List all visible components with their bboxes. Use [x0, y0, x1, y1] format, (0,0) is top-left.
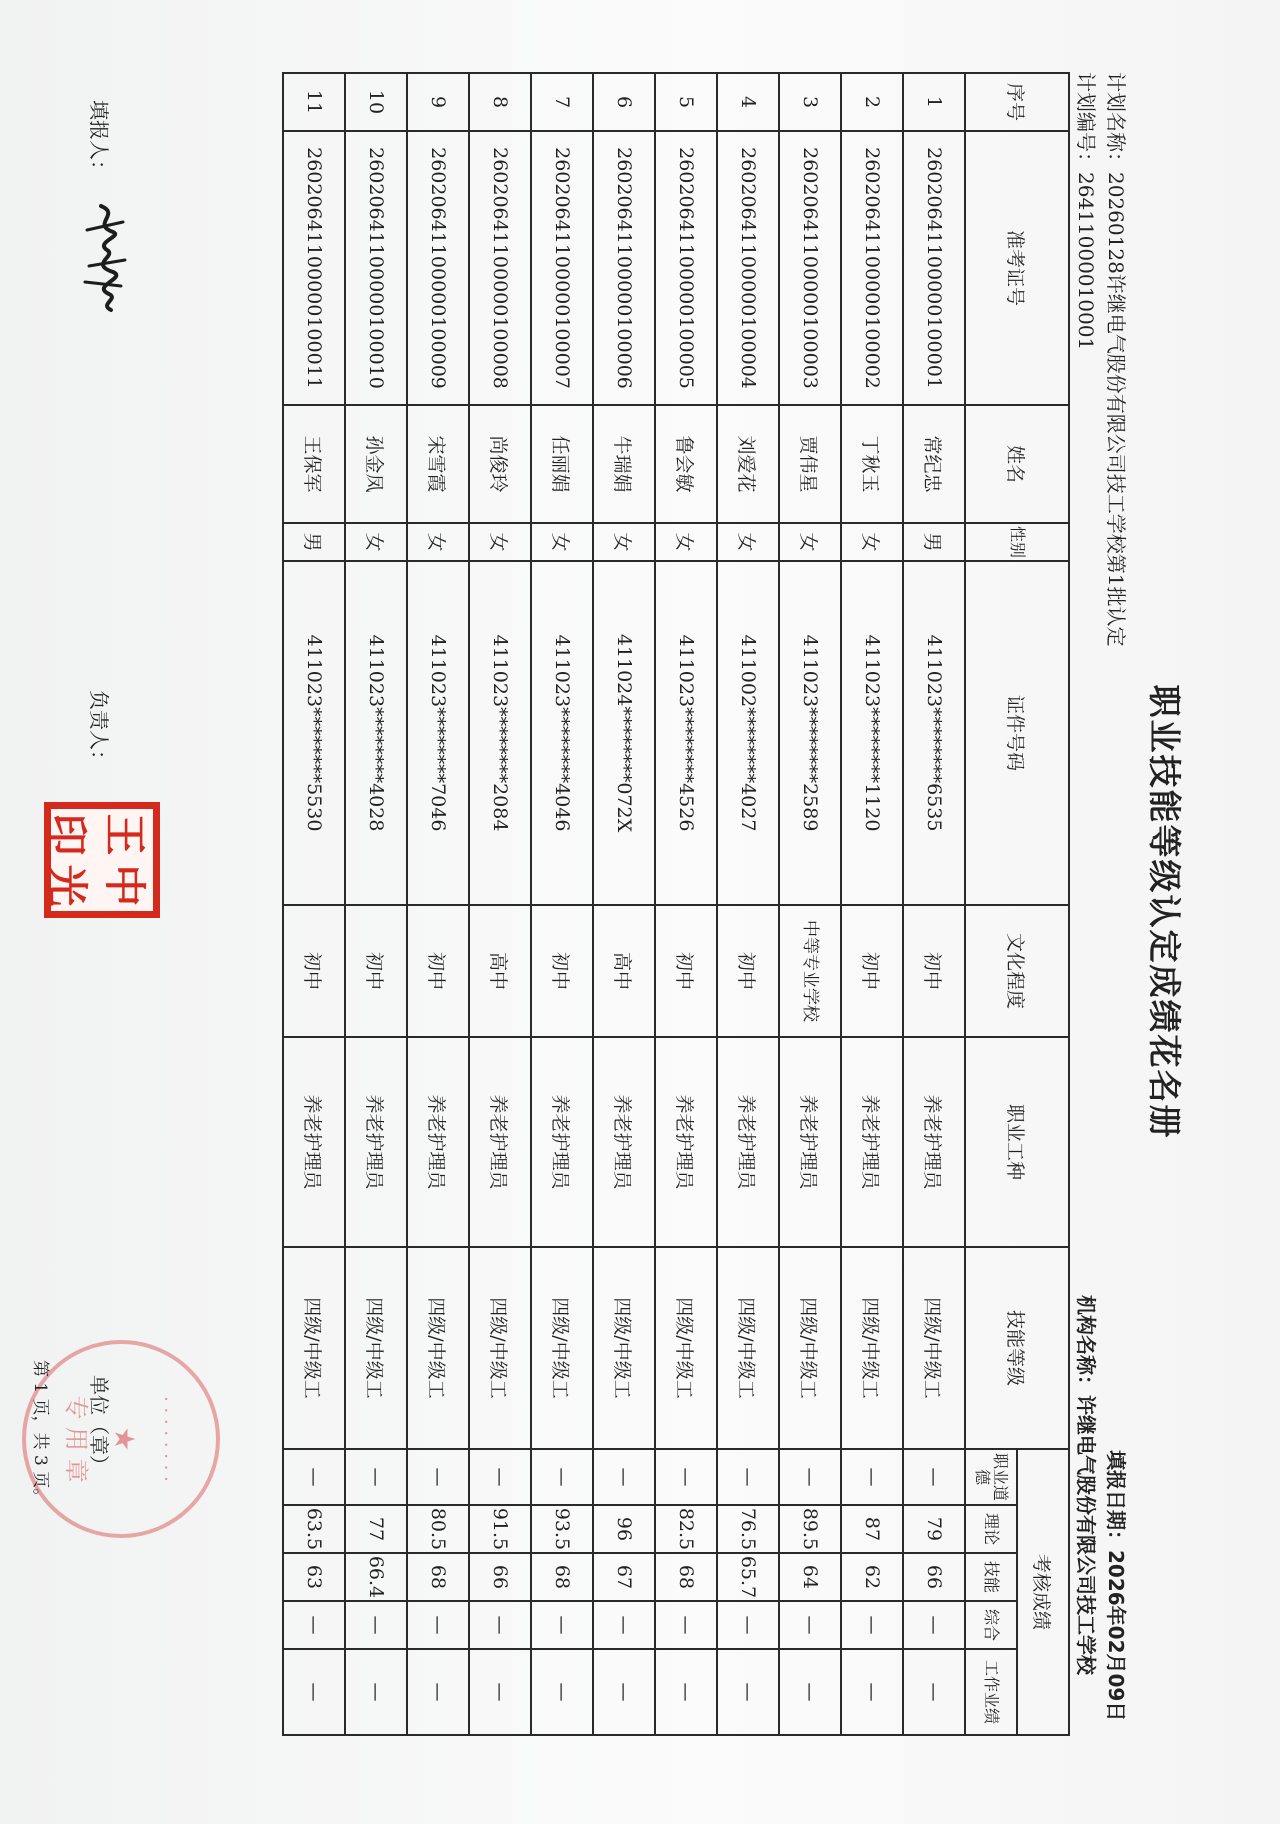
cell-ethics: —: [283, 1449, 345, 1505]
cell-performance: —: [717, 1649, 779, 1735]
cell-occupation: 养老护理员: [903, 1037, 965, 1247]
cell-occupation: 养老护理员: [717, 1037, 779, 1247]
cell-gender: 男: [903, 523, 965, 561]
cell-theory: 77: [345, 1505, 407, 1553]
cell-education: 初中: [283, 905, 345, 1037]
cell-performance: —: [841, 1649, 903, 1735]
cell-skill: 68: [655, 1553, 717, 1601]
cell-skill: 68: [531, 1553, 593, 1601]
cell-name: 常纪忠: [903, 405, 965, 523]
unit-seal: · · · · · · · · ★ 专 用 章: [22, 1340, 220, 1538]
org-name-label: 机构名称：: [1074, 1295, 1098, 1395]
cell-name: 贾伟星: [779, 405, 841, 523]
cell-seq: 9: [407, 73, 469, 131]
cell-exam-no: 26020641100000100005: [655, 131, 717, 405]
cell-comprehensive: —: [841, 1601, 903, 1649]
cell-seq: 8: [469, 73, 531, 131]
cell-occupation: 养老护理员: [469, 1037, 531, 1247]
cell-gender: 女: [841, 523, 903, 561]
cell-exam-no: 26020641100000100006: [593, 131, 655, 405]
cell-education: 高中: [469, 905, 531, 1037]
header-level: 技能等级: [965, 1247, 1069, 1449]
cell-skill: 67: [593, 1553, 655, 1601]
cell-name: 王保军: [283, 405, 345, 523]
org-name: [1073, 1295, 1102, 1675]
cell-skill: 66: [903, 1553, 965, 1601]
cell-theory: 91.5: [469, 1505, 531, 1553]
cell-gender: 女: [655, 523, 717, 561]
cell-exam-no: 26020641100000100010: [345, 131, 407, 405]
cell-seq: 4: [717, 73, 779, 131]
cell-education: 高中: [593, 905, 655, 1037]
cell-exam-no: 26020641100000100003: [779, 131, 841, 405]
header-gender: 性别: [965, 523, 1069, 561]
cell-gender: 女: [717, 523, 779, 561]
cell-performance: —: [779, 1649, 841, 1735]
fill-date: [1103, 1450, 1132, 1721]
header-scores-group: 考核成绩: [1017, 1449, 1069, 1735]
cell-ethics: —: [345, 1449, 407, 1505]
header-id-no: 证件号码: [965, 561, 1069, 905]
cell-ethics: —: [531, 1449, 593, 1505]
cell-seq: 7: [531, 73, 593, 131]
cell-skill: 68: [407, 1553, 469, 1601]
cell-gender: 女: [593, 523, 655, 561]
table-row: [655, 73, 717, 1735]
document-title: 职业技能等级认定成绩花名册: [1145, 684, 1184, 1140]
cell-seq: 1: [903, 73, 965, 131]
table-row: [531, 73, 593, 1735]
cell-level: 四级/中级工: [345, 1247, 407, 1449]
cell-comprehensive: —: [903, 1601, 965, 1649]
fill-date-value: 2026年02月09日: [1104, 1550, 1128, 1722]
cell-level: 四级/中级工: [469, 1247, 531, 1449]
filler-label: 填报人：: [87, 100, 111, 180]
cell-id-no: 411024********072X: [593, 561, 655, 905]
cell-level: 四级/中级工: [841, 1247, 903, 1449]
table-row: [469, 73, 531, 1735]
cell-name: 尚俊玲: [469, 405, 531, 523]
cell-gender: 女: [779, 523, 841, 561]
cell-ethics: —: [469, 1449, 531, 1505]
cell-comprehensive: —: [345, 1601, 407, 1649]
cell-performance: —: [407, 1649, 469, 1735]
cell-id-no: 411023********7046: [407, 561, 469, 905]
cell-id-no: 411023********4046: [531, 561, 593, 905]
cell-skill: 65.7: [717, 1553, 779, 1601]
cell-theory: 63.5: [283, 1505, 345, 1553]
cell-education: 初中: [655, 905, 717, 1037]
cell-theory: 76.5: [717, 1505, 779, 1553]
cell-comprehensive: —: [283, 1601, 345, 1649]
cell-name: 刘爱花: [717, 405, 779, 523]
cell-id-no: 411023********2084: [469, 561, 531, 905]
cell-id-no: 411023********6535: [903, 561, 965, 905]
cell-gender: 女: [345, 523, 407, 561]
cell-comprehensive: —: [655, 1601, 717, 1649]
table-row: [841, 73, 903, 1735]
table-row: [717, 73, 779, 1735]
cell-seq: 6: [593, 73, 655, 131]
cell-exam-no: 26020641100000100011: [283, 131, 345, 405]
cell-education: 初中: [407, 905, 469, 1037]
table-row: [593, 73, 655, 1735]
cell-exam-no: 26020641100000100002: [841, 131, 903, 405]
cell-gender: 女: [531, 523, 593, 561]
cell-theory: 89.5: [779, 1505, 841, 1553]
table-row: [779, 73, 841, 1735]
header-ethics: 职业道德: [965, 1449, 1017, 1505]
cell-id-no: 411002********4027: [717, 561, 779, 905]
page-info: 第 1 页，共 3 页。: [30, 1360, 50, 1506]
table-row: [283, 73, 345, 1735]
cell-performance: —: [469, 1649, 531, 1735]
cell-comprehensive: —: [717, 1601, 779, 1649]
cell-occupation: 养老护理员: [283, 1037, 345, 1247]
cell-theory: 96: [593, 1505, 655, 1553]
cell-level: 四级/中级工: [593, 1247, 655, 1449]
cell-level: 四级/中级工: [779, 1247, 841, 1449]
cell-performance: —: [655, 1649, 717, 1735]
cell-seq: 10: [345, 73, 407, 131]
plan-number-label: 计划编号：: [1074, 72, 1098, 172]
cell-gender: 女: [407, 523, 469, 561]
cell-occupation: 养老护理员: [841, 1037, 903, 1247]
cell-comprehensive: —: [779, 1601, 841, 1649]
cell-education: 初中: [903, 905, 965, 1037]
header-education: 文化程度: [965, 905, 1069, 1037]
cell-ethics: —: [903, 1449, 965, 1505]
cell-performance: —: [531, 1649, 593, 1735]
cell-performance: —: [283, 1649, 345, 1735]
fill-date-label: 填报日期：: [1104, 1450, 1128, 1550]
cell-occupation: 养老护理员: [655, 1037, 717, 1247]
cell-occupation: 养老护理员: [407, 1037, 469, 1247]
cell-exam-no: 26020641100000100001: [903, 131, 965, 405]
cell-skill: 62: [841, 1553, 903, 1601]
cell-ethics: —: [593, 1449, 655, 1505]
cell-seq: 11: [283, 73, 345, 131]
cell-id-no: 411023********4028: [345, 561, 407, 905]
cell-performance: —: [345, 1649, 407, 1735]
header-occupation: 职业工种: [965, 1037, 1069, 1247]
responsible-label: 负责人：: [87, 690, 111, 770]
cell-id-no: 411023********4526: [655, 561, 717, 905]
cell-level: 四级/中级工: [283, 1247, 345, 1449]
cell-name: 宋雪霞: [407, 405, 469, 523]
cell-name: 孙金凤: [345, 405, 407, 523]
cell-skill: 66: [469, 1553, 531, 1601]
cell-comprehensive: —: [469, 1601, 531, 1649]
cell-skill: 64: [779, 1553, 841, 1601]
header-seq: 序号: [965, 73, 1069, 131]
cell-level: 四级/中级工: [531, 1247, 593, 1449]
cell-seq: 5: [655, 73, 717, 131]
header-comprehensive: 综合: [965, 1601, 1017, 1649]
cell-name: 牛瑞娟: [593, 405, 655, 523]
cell-education: 初中: [531, 905, 593, 1037]
table-row: [903, 73, 965, 1735]
cell-theory: 79: [903, 1505, 965, 1553]
table-row: [407, 73, 469, 1735]
cell-performance: —: [593, 1649, 655, 1735]
cell-id-no: 411023********5530: [283, 561, 345, 905]
cell-gender: 女: [469, 523, 531, 561]
header-name: 姓名: [965, 405, 1069, 523]
cell-gender: 男: [283, 523, 345, 561]
header-performance: 工作业绩: [965, 1649, 1017, 1735]
cell-occupation: 养老护理员: [593, 1037, 655, 1247]
plan-name: [1103, 72, 1132, 647]
header-skill: 技能: [965, 1553, 1017, 1601]
cell-performance: —: [903, 1649, 965, 1735]
cell-level: 四级/中级工: [655, 1247, 717, 1449]
cell-theory: 82.5: [655, 1505, 717, 1553]
cell-education: 初中: [717, 905, 779, 1037]
cell-occupation: 养老护理员: [779, 1037, 841, 1247]
cell-theory: 87: [841, 1505, 903, 1553]
unit-label: 单位（章）: [87, 1375, 111, 1475]
plan-name-value: 20260128许继电气股份有限公司技工学校第1批认定: [1104, 172, 1128, 647]
score-roster-table: [282, 72, 1070, 1736]
responsible-seal: 王 中 印 光: [44, 802, 160, 918]
cell-name: 鲁会敏: [655, 405, 717, 523]
cell-level: 四级/中级工: [717, 1247, 779, 1449]
cell-ethics: —: [841, 1449, 903, 1505]
cell-exam-no: 26020641100000100009: [407, 131, 469, 405]
cell-seq: 3: [779, 73, 841, 131]
plan-number-value: 26411000010001: [1074, 172, 1098, 351]
cell-level: 四级/中级工: [903, 1247, 965, 1449]
cell-seq: 2: [841, 73, 903, 131]
cell-name: 任丽娟: [531, 405, 593, 523]
plan-name-label: 计划名称：: [1104, 72, 1128, 172]
cell-exam-no: 26020641100000100008: [469, 131, 531, 405]
cell-comprehensive: —: [531, 1601, 593, 1649]
table-row: [345, 73, 407, 1735]
cell-name: 丁秋玉: [841, 405, 903, 523]
header-exam-no: 准考证号: [965, 131, 1069, 405]
cell-ethics: —: [779, 1449, 841, 1505]
header-theory: 理论: [965, 1505, 1017, 1553]
cell-ethics: —: [407, 1449, 469, 1505]
cell-theory: 93.5: [531, 1505, 593, 1553]
cell-occupation: 养老护理员: [345, 1037, 407, 1247]
cell-education: 初中: [345, 905, 407, 1037]
cell-exam-no: 26020641100000100004: [717, 131, 779, 405]
cell-comprehensive: —: [593, 1601, 655, 1649]
cell-id-no: 411023********2589: [779, 561, 841, 905]
cell-occupation: 养老护理员: [531, 1037, 593, 1247]
table-header-row: [1017, 73, 1069, 1735]
cell-level: 四级/中级工: [407, 1247, 469, 1449]
cell-skill: 66.4: [345, 1553, 407, 1601]
cell-id-no: 411023********1120: [841, 561, 903, 905]
cell-education: 中等专业学校: [779, 905, 841, 1037]
cell-education: 初中: [841, 905, 903, 1037]
cell-exam-no: 26020641100000100007: [531, 131, 593, 405]
org-name-value: 许继电气股份有限公司技工学校: [1074, 1395, 1098, 1675]
cell-skill: 63: [283, 1553, 345, 1601]
cell-ethics: —: [655, 1449, 717, 1505]
plan-number: [1073, 72, 1102, 350]
cell-comprehensive: —: [407, 1601, 469, 1649]
filler-signature: [80, 200, 135, 315]
cell-ethics: —: [717, 1449, 779, 1505]
cell-theory: 80.5: [407, 1505, 469, 1553]
